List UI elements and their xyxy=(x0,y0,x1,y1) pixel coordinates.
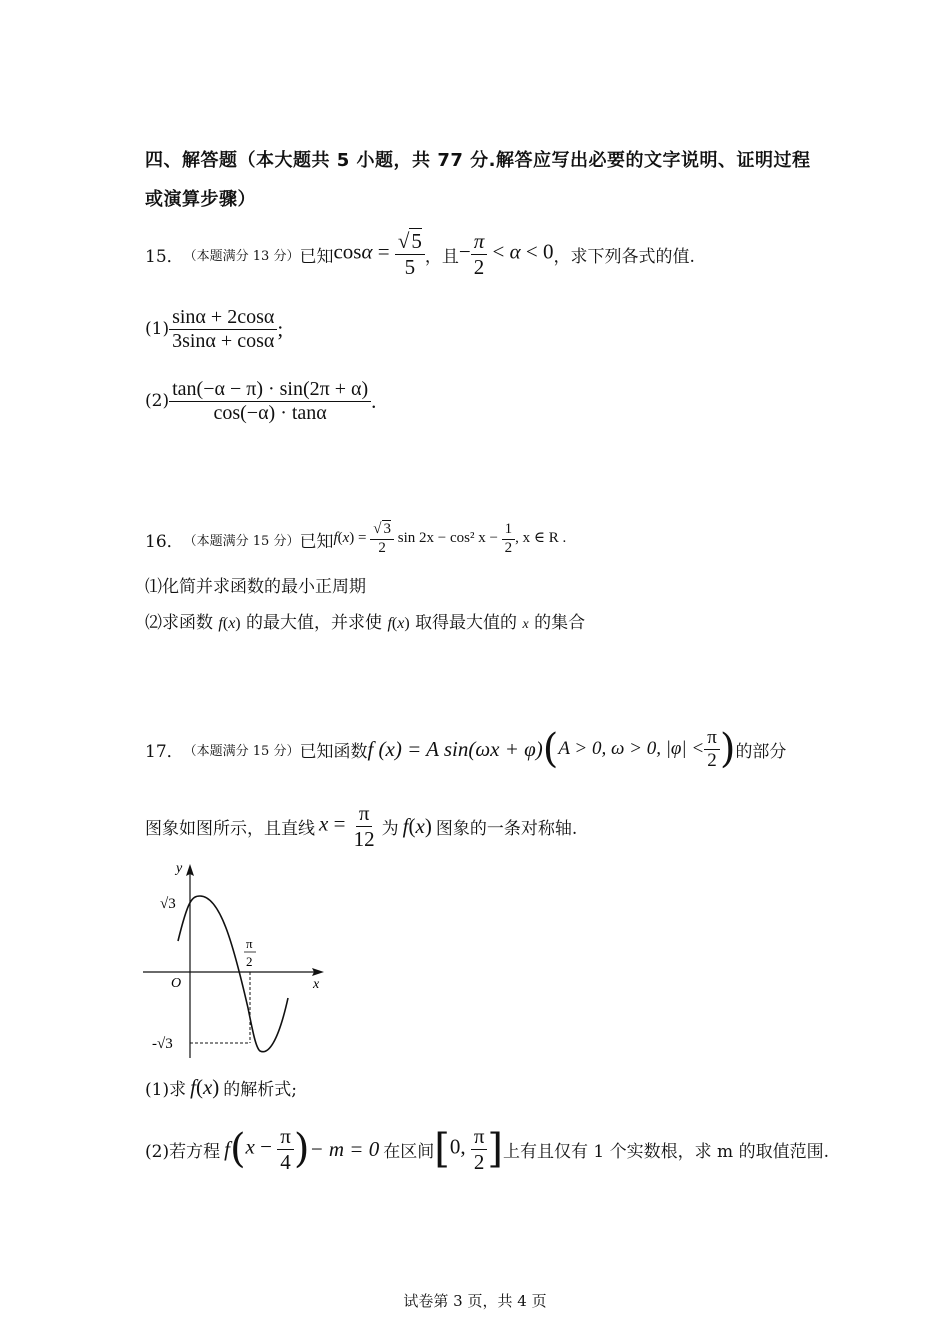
q17-number: 17． xyxy=(145,741,184,762)
sine-graph xyxy=(138,858,338,1063)
q15-part1-numerator: sinα + 2cosα xyxy=(169,306,277,330)
q17-part2-tail: 上有且仅有 1 个实数根，求 m 的取值范围. xyxy=(503,1141,829,1162)
sine-curve xyxy=(178,896,288,1052)
q16-known: 已知 xyxy=(299,531,334,552)
q15-cos-equation: cosα = $\frac{√5}{5}$ xyxy=(333,229,424,278)
q17-part2-label: (2)若方程 xyxy=(145,1141,221,1162)
q17-tail: 的部分 xyxy=(735,741,787,762)
q16-part2-d: 的集合 xyxy=(534,613,586,633)
q15-part1-label: (1) xyxy=(145,319,170,339)
q16-domain: , x ∈ R . xyxy=(515,530,567,547)
x-tick-numerator: π xyxy=(246,936,253,951)
q16-part2: ⑵求函数 f(x) 的最大值，并求使 f(x) 取得最大值的 x 的集合 xyxy=(145,613,586,633)
q15-number: 15． xyxy=(145,246,184,267)
q17-part1: (1)求 f(x) 的解析式; xyxy=(145,1074,297,1100)
section-title-line2: 或演算步骤） xyxy=(145,189,256,210)
q17-part2: (2)若方程 f ( x − $\frac{\pi}{4}$ ) − m = 0 在区间 [ 0, $\frac{\pi}{2}$ ] 上有且仅有 1 个实数根，求 m 的取值范围. xyxy=(145,1124,829,1174)
q17-statement: 17． （本题满分 15 分） 已知函数 f (x) = A sin(ωx + φ) ( A > 0, ω > 0, |φ| < $\frac{\pi}{2}$ ) 的部分 xyxy=(145,726,787,772)
q17-part2-interval: 在区间 xyxy=(383,1141,435,1162)
q15-part2-fraction xyxy=(169,378,371,425)
q15-part2-label: (2) xyxy=(145,391,170,411)
q16-part2-a: ⑵求函数 xyxy=(145,613,213,633)
q16-formula-tail: sin 2x − cos² x − xyxy=(397,530,498,547)
q15-part2 xyxy=(145,370,376,432)
q16-score: （本题满分 15 分） xyxy=(183,533,300,549)
q15-score: （本题满分 13 分） xyxy=(183,248,300,264)
q17-line2: 图象如图所示，且直线 x = $\frac{\pi}{12}$ 为 f(x) 图象的一条对称轴. xyxy=(145,801,578,851)
q15-part2-denominator: cos(−α) · tanα xyxy=(213,401,327,424)
q15-part1-denominator: 3sinα + cosα xyxy=(172,329,275,352)
x-axis-label: x xyxy=(313,977,320,992)
q17-part1-label: (1)求 xyxy=(145,1079,187,1100)
q17-intro: 已知函数 xyxy=(299,741,368,762)
x-tick-denominator: 2 xyxy=(246,954,253,969)
q17-func: f (x) = A sin(ωx + φ) xyxy=(367,736,543,761)
q15-known: 已知 xyxy=(299,246,334,267)
q16-part2-c: 取得最大值的 xyxy=(415,613,518,633)
q15-cond-sep: ，且 xyxy=(424,246,459,267)
q16-part2-b: 的最大值，并求使 xyxy=(246,613,383,633)
q15-ask: ，求下列各式的值. xyxy=(553,246,695,267)
q17-score: （本题满分 15 分） xyxy=(183,743,300,759)
q17-line2-c: 图象的一条对称轴. xyxy=(435,818,578,839)
q15-part1-end: ; xyxy=(277,316,284,341)
page-footer: 试卷第 3 页，共 4 页 xyxy=(403,1292,547,1310)
origin-label: O xyxy=(171,976,182,991)
q15-part1-fraction xyxy=(169,306,277,353)
y-min-label: -√3 xyxy=(152,1036,173,1052)
y-max-label: √3 xyxy=(160,896,176,912)
q15-statement xyxy=(145,226,695,282)
section-title-line1: 四、解答题（本大题共 5 小题，共 77 分.解答应写出必要的文字说明、证明过程 xyxy=(145,150,811,171)
q16-number: 16． xyxy=(145,531,184,552)
q16-formula: f(x) = $\frac{√ 3}{2}$ sin 2x − cos² x − $\frac{1}{2}$ , x ∈ R . xyxy=(333,521,567,556)
q15-part2-numerator: tan(−α − π) · sin(2π + α) xyxy=(169,378,371,402)
y-axis-label: y xyxy=(176,861,183,876)
q17-part2-mid: − m = 0 xyxy=(309,1136,380,1161)
q17-constraint: A > 0, ω > 0, |φ| < xyxy=(558,738,705,759)
q17-line2-b: 为 xyxy=(381,818,399,839)
q17-line2-a: 图象如图所示，且直线 xyxy=(145,818,315,839)
q15-part1 xyxy=(145,302,283,356)
q17-part1-tail: 的解析式; xyxy=(223,1079,297,1100)
q16-part1: ⑴化简并求函数的最小正周期 xyxy=(145,577,366,597)
q15-part2-end: . xyxy=(371,388,377,413)
q15-range: − $\frac{\pi}{2}$ < α < 0 xyxy=(458,229,554,279)
q16-statement xyxy=(145,514,566,564)
